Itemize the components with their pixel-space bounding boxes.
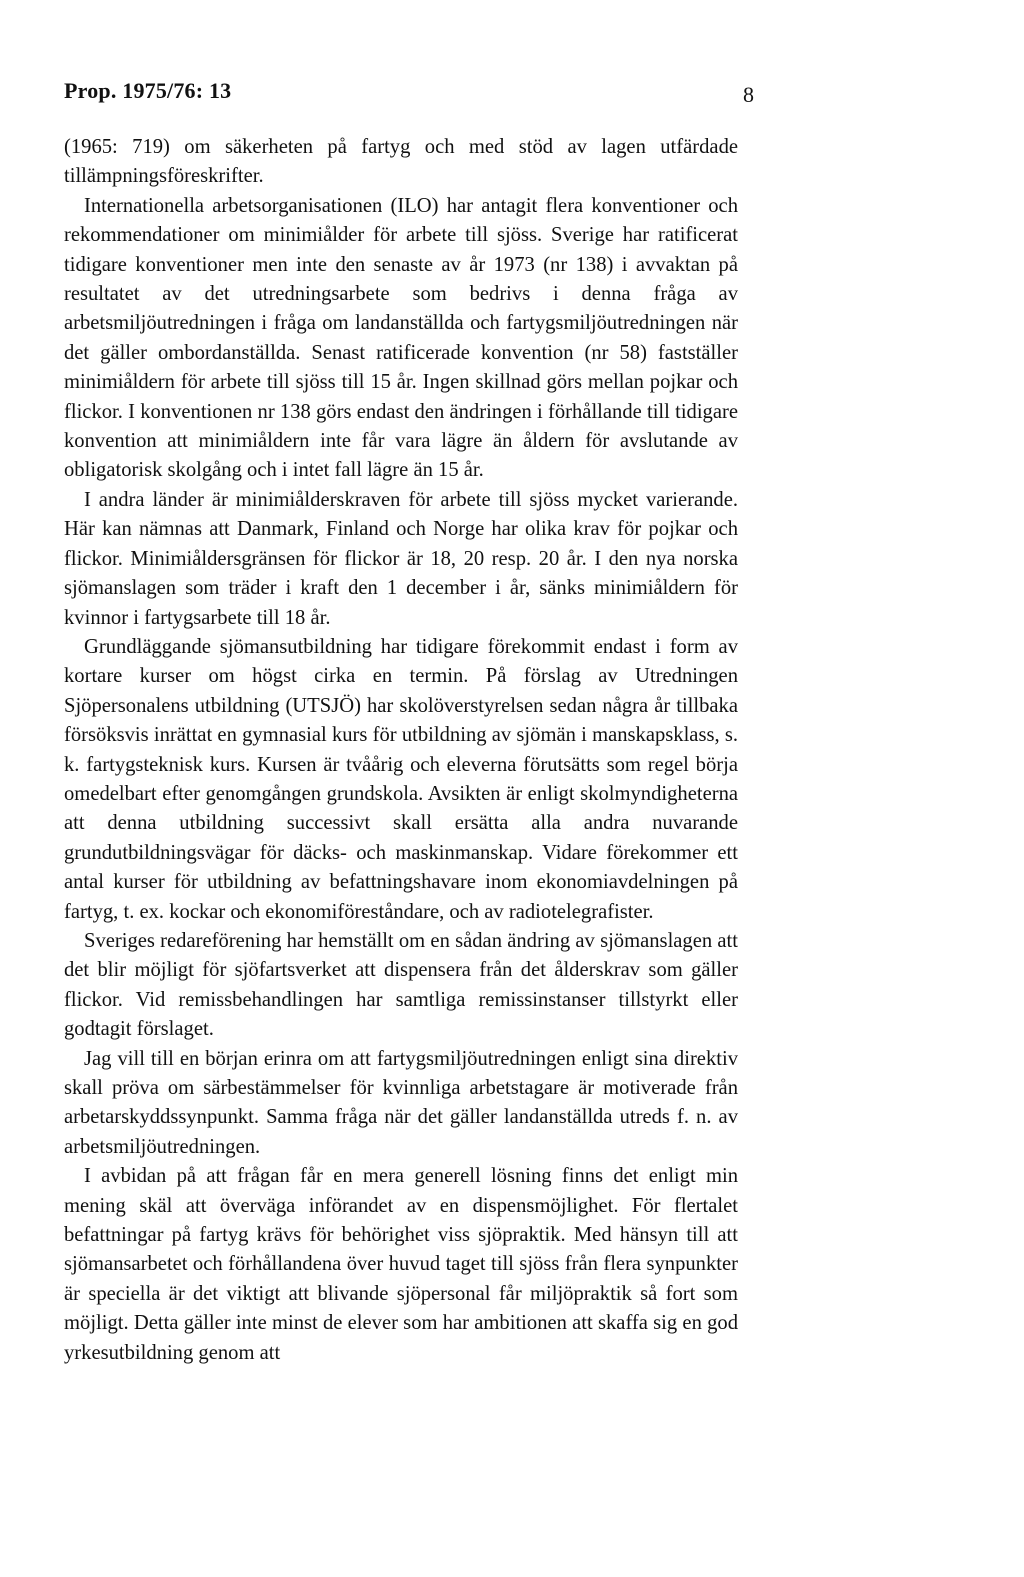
paragraph-directives: Jag vill till en början erinra om att fartygsmiljöutredningen enligt sina direktiv skall pröva om särbestämmelser för kvinnliga arbetstagare är motiverade från arbetarskyddssynpunkt. Samma fråga när det gäller landanställda utreds f. n. av arbetsmiljöutredningen.: [64, 1047, 738, 1158]
paragraph-shipowners: Sveriges redareförening har hemställt om en sådan ändring av sjömanslagen att det blir möjligt för sjöfartsverket att dispensera från det ålderskrav som gäller flickor. Vid remissbehandlingen har samtliga remissinstanser tillstyrkt eller godtagit förslaget.: [64, 929, 738, 1041]
document-reference: Prop. 1975/76: 13: [64, 78, 232, 103]
body-text: [64, 133, 738, 1368]
paragraph-continuation: (1965: 719) om säkerheten på fartyg och med stöd av lagen utfärdade tillämpningsföreskrifter.: [64, 136, 738, 188]
page-header: [64, 78, 754, 108]
page-number: 8: [743, 82, 754, 107]
paragraph-training: Grundläggande sjömansutbildning har tidigare förekommit endast i form av kortare kurser om högst cirka en termin. På förslag av Utredningen Sjöpersonalens utbildning (UTSJÖ) har skolöverstyrelsen sedan några år tillbaka försöksvis inrättat en gymnasial kurs för utbildning av sjömän i manskapsklass, s. k. fartygsteknisk kurs. Kursen är tvåårig och eleverna förutsätts som regel börja omedelbart efter genomgången grundskola. Avsikten är enligt skolmyndigheterna att denna utbildning successivt skall ersätta alla andra nuvarande grundutbildningsvägar för däcks- och maskinmanskap. Vidare förekommer ett antal kurser för utbildning av befattningshavare inom ekonomiavdelningen på fartyg, t. ex. kockar och ekonomiföreståndare, och av radiotelegrafister.: [64, 635, 738, 923]
paragraph-other-countries: I andra länder är minimiålderskraven för arbete till sjöss mycket varierande. Här kan nämnas att Danmark, Finland och Norge har olika krav för pojkar och flickor. Minimiåldersgränsen för flickor är 18, 20 resp. 20 år. I den nya norska sjömanslagen som träder i kraft den 1 december i år, sänks minimiåldern för kvinnor i fartygsarbete till 18 år.: [64, 488, 738, 629]
paragraph-dispensation: I avbidan på att frågan får en mera generell lösning finns det enligt min mening skäl att överväga införandet av en dispensmöjlighet. För flertalet befattningar på fartyg krävs för behörighet viss sjöpraktik. Med hänsyn till att sjömansarbetet och förhållandena över huvud taget till sjöss från flera synpunkter är speciella är det viktigt att blivande sjöpersonal får miljöpraktik så fort som möjligt. Detta gäller inte minst de elever som har ambitionen att skaffa sig en god yrkesutbildning genom att: [64, 1165, 738, 1364]
paragraph-ilo: Internationella arbetsorganisationen (ILO) har antagit flera konventioner och rekommendationer om minimiålder för arbete till sjöss. Sverige har ratificerat tidigare konventioner men inte den senaste av år 1973 (nr 138) i avvaktan på resultatet av det utredningsarbete som bedrivs i denna fråga av arbetsmiljöutredningen i fråga om landanställda och fartygsmiljöutredningen när det gäller ombordanställda. Senast ratificerade konvention (nr 58) fastställer minimiåldern för arbete till sjöss till 15 år. Ingen skillnad görs mellan pojkar och flickor. I konventionen nr 138 görs endast den ändringen i förhållande till tidigare konvention att minimiåldern inte får vara lägre än åldern för avslutande av obligatorisk skolgång och i intet fall lägre än 15 år.: [64, 194, 738, 482]
